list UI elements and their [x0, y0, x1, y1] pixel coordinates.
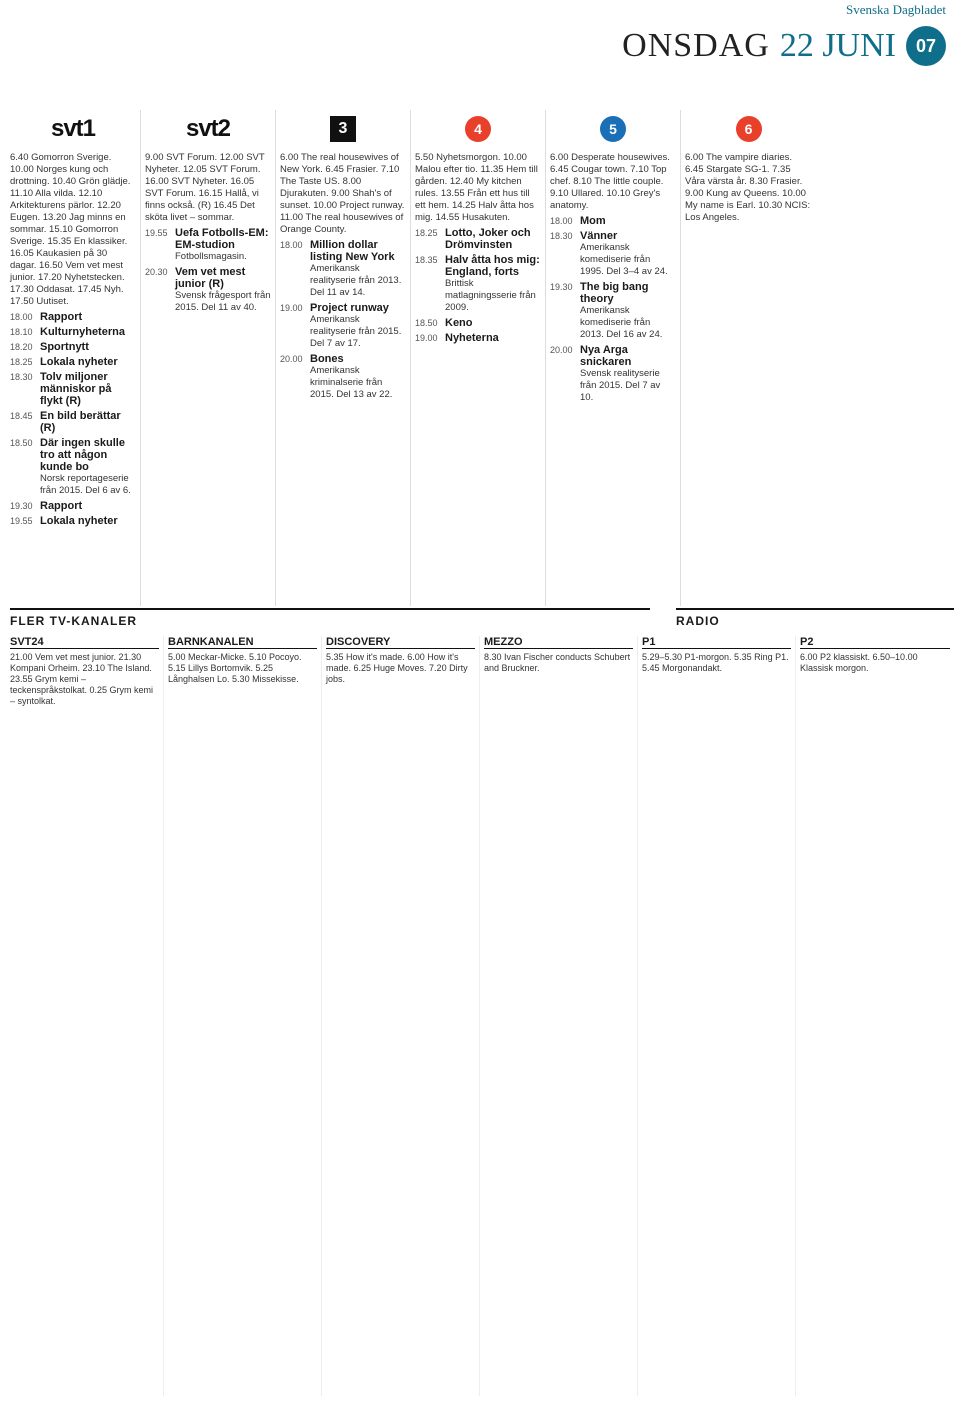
program-description: Fotbollsmagasin.	[175, 251, 247, 262]
dateline	[622, 26, 946, 66]
program-row	[10, 500, 136, 512]
day-month: 22 JUNI	[779, 27, 896, 64]
listing-block	[164, 636, 322, 1396]
program-description: Svensk frågesport från 2015. Del 11 av 40.	[175, 290, 271, 313]
channel-logo	[10, 110, 136, 148]
program-title: Mom	[580, 215, 606, 227]
listing-block-heading: DISCOVERY	[326, 636, 475, 649]
channel-column	[681, 110, 816, 606]
program-row	[10, 326, 136, 338]
program-description: Brittisk matlagningsserie från 2009.	[445, 278, 536, 313]
program-time: 18.20	[10, 342, 33, 352]
program-time: 18.50	[10, 438, 33, 448]
listing-block-heading: SVT24	[10, 636, 159, 649]
program-title: Där ingen skulle tro att någon kunde bo	[40, 437, 125, 473]
program-title: Lokala nyheter	[40, 356, 118, 368]
program-row	[415, 317, 541, 329]
program-title: Rapport	[40, 500, 83, 512]
program-row	[415, 332, 541, 344]
program-time: 19.30	[10, 501, 33, 511]
program-description: Amerikansk komediserie från 1995. Del 3–4 av 24.	[580, 242, 668, 277]
program-row	[10, 311, 136, 323]
program-time: 20.00	[550, 345, 573, 355]
svt1-logo: svt1	[50, 115, 96, 142]
channel-column	[6, 110, 141, 606]
program-row	[10, 437, 136, 497]
channel-columns	[6, 110, 954, 606]
program-description: Amerikansk komediserie från 2013. Del 16 av 24.	[580, 305, 663, 340]
program-title: Project runway	[310, 302, 389, 314]
section-bar	[6, 608, 954, 630]
program-row	[280, 239, 406, 299]
channel-column	[546, 110, 681, 606]
kanal5-logo: 5	[600, 116, 626, 142]
daytime-listing: 6.00 The real housewives of New York. 6.45 Frasier. 7.10 The Taste US. 8.00 Djurakuten. 9.00 Shah's of sunset. 10.00 Project runway. 11.00 The real housewives of Orange County.	[280, 152, 405, 235]
program-row	[10, 341, 136, 353]
program-time: 18.00	[10, 312, 33, 322]
program-row	[415, 254, 541, 314]
channel-logo	[280, 110, 406, 148]
program-row	[550, 230, 676, 278]
listing-block	[796, 636, 954, 1396]
listing-block	[6, 636, 164, 1396]
program-description: Svensk realityserie från 2015. Del 7 av 10.	[580, 368, 661, 403]
program-time: 18.10	[10, 327, 33, 337]
channel-logo	[685, 110, 812, 148]
tv3-logo: 3	[330, 116, 356, 142]
program-time: 18.50	[415, 318, 438, 328]
daytime-listing: 5.50 Nyhetsmorgon. 10.00 Malou efter tio. 11.35 Hem till gården. 12.40 My kitchen rules. 13.55 Från ett hus till ett hem. 14.25 Halv åtta hos mig. 14.55 Husakuten.	[415, 152, 538, 223]
program-time: 18.25	[415, 228, 438, 238]
program-description: Amerikansk kriminalserie från 2015. Del 13 av 22.	[310, 365, 393, 400]
program-time: 18.30	[10, 372, 33, 382]
program-row	[280, 353, 406, 401]
program-title: Uefa Fotbolls-EM: EM-studion	[175, 227, 269, 251]
listing-block-text: 5.35 How it's made. 6.00 How it's made. 6.25 Huge Moves. 7.20 Dirty jobs.	[326, 652, 468, 684]
program-time: 20.00	[280, 354, 303, 364]
daytime-listing: 6.00 The vampire diaries. 6.45 Stargate SG-1. 7.35 Våra värsta år. 8.30 Frasier. 9.00 Kung av Queens. 10.00 My name is Earl. 10.30 NCIS: Los Angeles.	[685, 152, 811, 223]
program-row	[10, 515, 136, 527]
channel-column	[276, 110, 411, 606]
program-time: 18.25	[10, 357, 33, 367]
program-title: Bones	[310, 353, 344, 365]
program-time: 18.35	[415, 255, 438, 265]
listing-block-heading: P1	[642, 636, 791, 649]
more-channels-heading: FLER TV-KANALER	[10, 608, 650, 636]
program-description: Amerikansk realityserie från 2015. Del 7 av 17.	[310, 314, 402, 349]
listing-block-heading: P2	[800, 636, 950, 649]
program-row	[145, 227, 271, 263]
channel-column	[141, 110, 276, 606]
program-title: Sportnytt	[40, 341, 89, 353]
daytime-listing: 6.00 Desperate housewives. 6.45 Cougar town. 7.10 Top chef. 8.10 The little couple. 9.10 Ullared. 10.10 Grey's anatomy.	[550, 152, 670, 211]
kanal4-logo: 4	[465, 116, 491, 142]
channel-column	[411, 110, 546, 606]
program-title: Million dollar listing New York	[310, 239, 395, 263]
listing-block-text: 8.30 Ivan Fischer conducts Schubert and Bruckner.	[484, 652, 631, 673]
program-time: 20.30	[145, 267, 168, 277]
radio-heading: RADIO	[676, 608, 954, 636]
listing-block-text: 5.29–5.30 P1-morgon. 5.35 Ring P1. 5.45 Morgonandakt.	[642, 652, 789, 673]
lower-listings	[6, 636, 954, 1396]
program-time: 19.55	[10, 516, 33, 526]
program-title: Vem vet mest junior (R)	[175, 266, 246, 290]
listing-block	[638, 636, 796, 1396]
channel-logo	[550, 110, 676, 148]
program-title: Rapport	[40, 311, 83, 323]
program-title: Lokala nyheter	[40, 515, 118, 527]
masthead	[0, 0, 960, 110]
program-row	[550, 344, 676, 404]
program-title: Tolv miljoner människor på flykt (R)	[40, 371, 112, 407]
page-number-badge: 07	[906, 26, 946, 66]
program-description: Amerikansk realityserie från 2013. Del 11 av 14.	[310, 263, 402, 298]
program-row	[550, 215, 676, 227]
brand-name: Svenska Dagbladet	[845, 2, 946, 17]
program-title: Halv åtta hos mig: England, forts	[445, 254, 540, 278]
program-title: Keno	[445, 317, 473, 329]
program-time: 19.00	[415, 333, 438, 343]
program-time: 18.30	[550, 231, 573, 241]
channel-logo	[145, 110, 271, 148]
daytime-listing: 9.00 SVT Forum. 12.00 SVT Nyheter. 12.05 SVT Forum. 16.00 SVT Nyheter. 16.05 SVT Forum. 16.15 Hallå, vi finns också. (R) 16.45 Det sköta livet – sommar.	[145, 152, 265, 223]
program-title: Nyheterna	[445, 332, 499, 344]
program-time: 18.45	[10, 411, 33, 421]
listing-block-heading: BARNKANALEN	[168, 636, 317, 649]
program-title: Vänner	[580, 230, 618, 242]
program-title: Nya Arga snickaren	[580, 344, 632, 368]
program-title: Lotto, Joker och Drömvinsten	[445, 227, 531, 251]
svt2-logo: svt2	[185, 115, 231, 142]
program-title: Kulturnyheterna	[40, 326, 125, 338]
program-title: The big bang theory	[580, 281, 649, 305]
listing-block	[322, 636, 480, 1396]
program-time: 18.00	[550, 216, 573, 226]
program-row	[10, 356, 136, 368]
listing-block-text: 5.00 Meckar-Micke. 5.10 Pocoyo. 5.15 Lillys Bortomvik. 5.25 Långhalsen Lo. 5.30 Missekisse.	[168, 652, 302, 684]
listing-block	[480, 636, 638, 1396]
program-row	[280, 302, 406, 350]
program-time: 19.30	[550, 282, 573, 292]
program-row	[550, 281, 676, 341]
weekday: ONSDAG	[622, 27, 770, 64]
program-row	[10, 371, 136, 407]
program-title: En bild berättar (R)	[40, 410, 121, 434]
listing-block-text: 6.00 P2 klassiskt. 6.50–10.00 Klassisk morgon.	[800, 652, 918, 673]
channel-logo	[415, 110, 541, 148]
program-description: Norsk reportageserie från 2015. Del 6 av 6.	[40, 473, 131, 496]
listing-block-text: 21.00 Vem vet mest junior. 21.30 Kompani Orheim. 23.10 The Island. 23.55 Grym kemi – teckenspråkstolkat. 0.25 Grym kemi – syntolkat.	[10, 652, 154, 706]
program-time: 19.55	[145, 228, 168, 238]
program-row	[10, 410, 136, 434]
program-row	[415, 227, 541, 251]
kanal6-logo: 6	[736, 116, 762, 142]
program-time: 18.00	[280, 240, 303, 250]
listing-block-heading: MEZZO	[484, 636, 633, 649]
daytime-listing: 6.40 Gomorron Sverige. 10.00 Norges kung och drottning. 10.40 Grön glädje. 11.10 Alla vilda. 12.10 Arkitekturens pärlor. 12.20 Eugen. 13.20 Jag minns en sommar. 15.10 Gomorron Sverige. 15.35 En klassiker. 16.05 Kaukasien på 30 dagar. 16.50 Vem vet mest junior. 17.20 Nyhetstecken. 17.30 Oddasat. 17.45 Nyh. 17.50 Uutiset.	[10, 152, 131, 307]
program-time: 19.00	[280, 303, 303, 313]
program-row	[145, 266, 271, 314]
